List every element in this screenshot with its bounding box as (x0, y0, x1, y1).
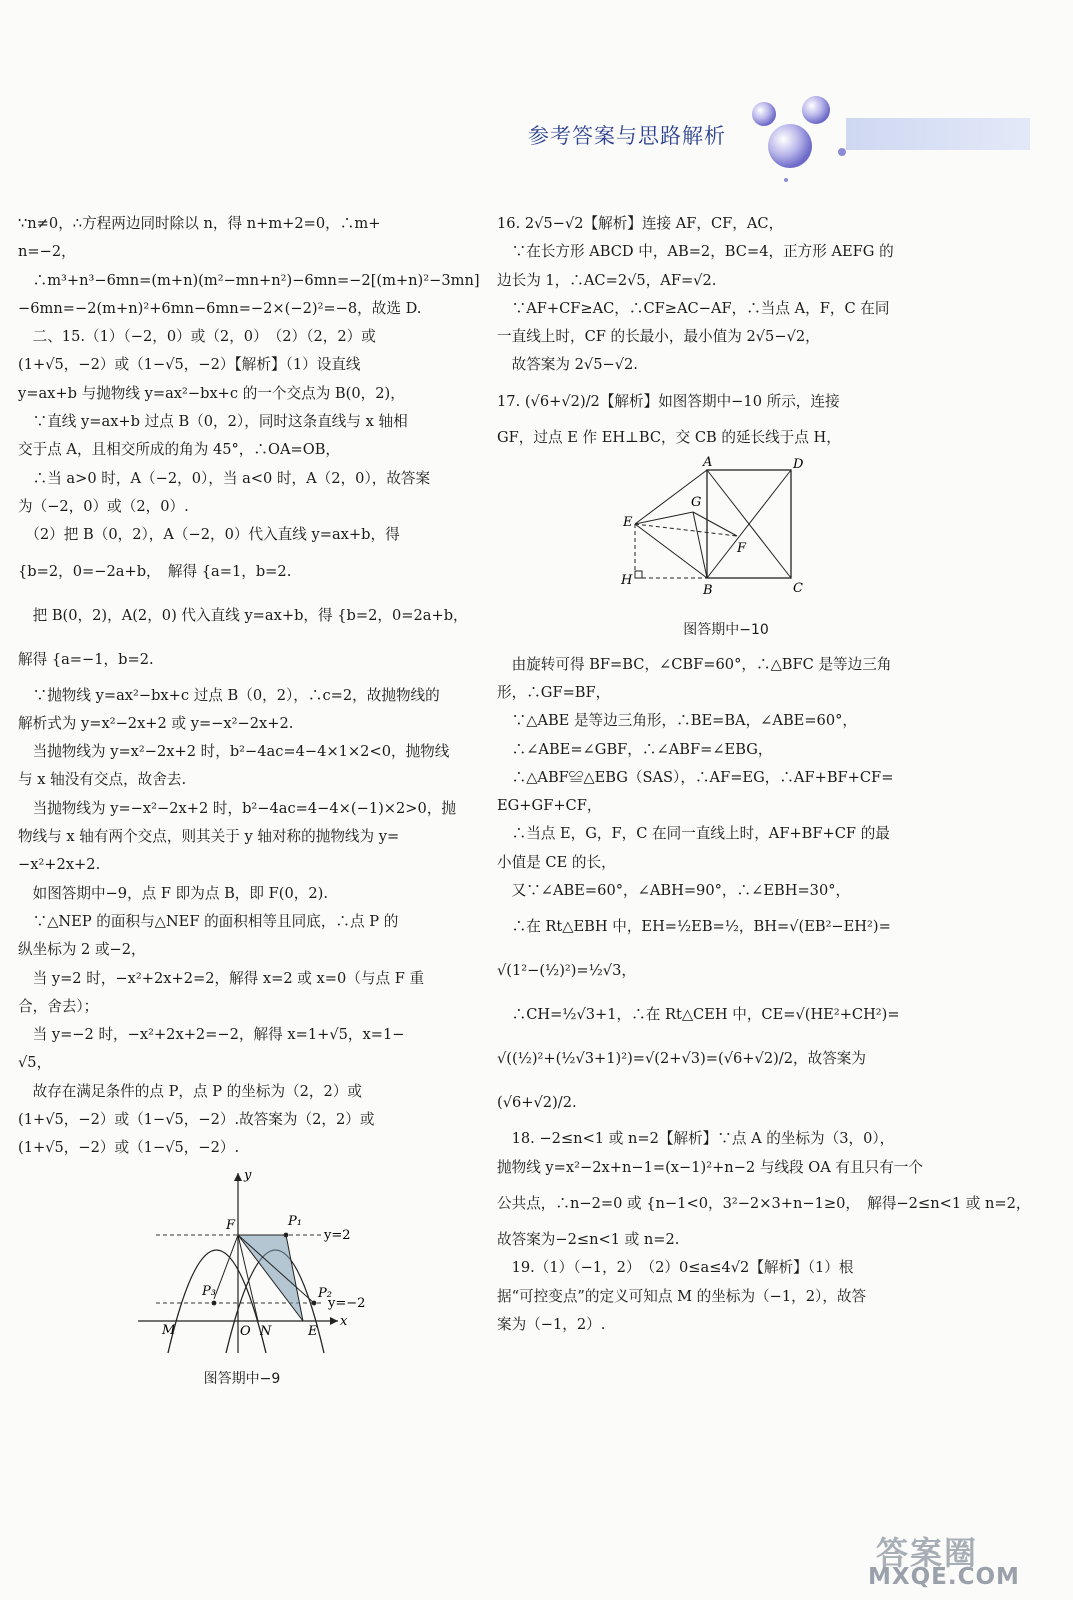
text-line: 由旋转可得 BF=BC，∠CBF=60°，∴△BFC 是等边三角 (497, 655, 892, 673)
point-P1 (284, 1232, 289, 1237)
text-line: 据“可控变点”的定义可知点 M 的坐标为（−1，2），故答 (497, 1287, 867, 1305)
label-line-y2: y=2 (324, 1227, 351, 1243)
parabola-left (168, 1250, 266, 1353)
text-line: 当抛物线为 y=x²−2x+2 时，b²−4ac=4−4×1×2<0，抛物线 (18, 743, 450, 761)
watermark-site: MXQE.COM (868, 1564, 1020, 1590)
parabola-diagram (18, 1167, 466, 1355)
y-axis-arrow (234, 1173, 242, 1181)
text-line: 二、15.（1）（−2，0）或（2，0） （2）（2，2）或 (18, 328, 376, 346)
figure-10 (497, 456, 955, 645)
text-line: 当 y=2 时，−x²+2x+2=2，解得 x=2 或 x=0（与点 F 重 (18, 969, 425, 987)
page-header-title: 参考答案与思路解析 (528, 124, 726, 148)
label-H: H (621, 573, 633, 589)
header-bubbles-decoration (750, 96, 1050, 186)
label-E: E (623, 515, 633, 531)
equation-system-line: 公共点，∴n−2=0 或 {n−1<0，3²−2×3+n−1≥0， 解得−2≤n<1 或 n=2， (497, 1194, 1031, 1212)
text-line: −x²+2x+2. (18, 856, 101, 874)
text-line: ∵在长方形 ABCD 中，AB=2，BC=4，正方形 AEFG 的 (497, 243, 894, 261)
text-line: 故存在满足条件的点 P，点 P 的坐标为（2，2）或 (18, 1082, 363, 1100)
text-line: (1+√5，−2）或（1−√5，−2）【解析】（1）设直线 (18, 356, 361, 374)
label-C: C (793, 581, 803, 597)
figure-9-caption: 图答期中−9 (203, 1370, 281, 1387)
text-line: y=ax+b 与抛物线 y=ax²−bx+c 的一个交点为 B(0，2)， (18, 384, 405, 402)
watermark (868, 1528, 1058, 1598)
text-line: √5， (18, 1054, 52, 1072)
text-line: ∵AF+CF≥AC，∴CF≥AC−AF，∴当点 A，F，C 在同 (497, 299, 890, 317)
text-line: 16. 2√5−√2【解析】连接 AF，CF，AC， (497, 215, 784, 232)
text-line: 纵坐标为 2 或−2， (18, 941, 146, 959)
segment-EB (635, 524, 707, 578)
label-A: A (703, 456, 713, 471)
text-line: 抛物线 y=x²−2x+n−1=(x−1)²+n−2 与线段 OA 有且只有一个 (497, 1158, 923, 1176)
text-line: ∵n≠0，∴方程两边同时除以 n，得 n+m+2=0，∴m+ (18, 215, 381, 232)
equation-system-line: 解得 {a=−1，b=2. (18, 650, 154, 668)
text-line: 故答案为−2≤n<1 或 n=2. (497, 1230, 680, 1248)
left-column (18, 210, 480, 1399)
text-line: ∴m³+n³−6mn=(m+n)(m²−mn+n²)−6mn=−2[(m+n)²−3mn] (18, 271, 480, 289)
label-B: B (703, 583, 713, 599)
text-line: 案为（−1，2）. (497, 1315, 606, 1333)
dashed-EF (635, 524, 737, 536)
text-line: 与 x 轴没有交点，故舍去. (18, 771, 187, 789)
text-line: 又∵∠ABE=60°，∠ABH=90°，∴∠EBH=30°， (497, 882, 851, 900)
label-G: G (691, 495, 702, 511)
text-line: ∵直线 y=ax+b 过点 B（0，2），同时这条直线与 x 轴相 (18, 413, 408, 431)
text-line: 17. (√6+√2)/2【解析】如图答期中−10 所示，连接 (497, 392, 840, 410)
segment-GB (693, 512, 707, 578)
figure-10-caption: 图答期中−10 (683, 622, 769, 639)
text-line: (1+√5，−2）或（1−√5，−2）. (18, 1139, 240, 1157)
label-D: D (793, 457, 804, 473)
label-P1: P₁ (288, 1213, 302, 1229)
text-line: 18. −2≤n<1 或 n=2【解析】∵点 A 的坐标为（3，0）， (497, 1130, 895, 1148)
segment-FP3 (214, 1235, 238, 1299)
label-P3: P₃ (202, 1283, 216, 1299)
text-line: 为（−2，0）或（2，0）. (18, 497, 189, 515)
text-line: （2）把 B（0，2），A（−2，0）代入直线 y=ax+b，得 (18, 526, 400, 544)
figure-9 (18, 1167, 466, 1394)
text-line: 当 y=−2 时，−x²+2x+2=−2，解得 x=1+√5，x=1− (18, 1026, 405, 1044)
text-line: 故答案为 2√5−√2. (497, 356, 638, 374)
text-line: ∵△ABE 是等边三角形，∴BE=BA，∠ABE=60°， (497, 712, 858, 730)
text-line: ∵抛物线 y=ax²−bx+c 过点 B（0，2），∴c=2，故抛物线的 (18, 686, 440, 704)
text-line: 交于点 A，且相交所成的角为 45°，∴OA=OB， (18, 441, 341, 459)
text-line: 合，舍去）； (18, 997, 99, 1015)
text-line: √((½)²+(½√3+1)²)=√(2+√3)=(√6+√2)/2，故答案为 (497, 1050, 866, 1068)
text-line: EG+GF+CF， (497, 797, 602, 815)
equation-system-line: 把 B(0，2)，A(2，0) 代入直线 y=ax+b，得 {b=2，0=2a+b， (18, 606, 468, 624)
label-y: y (244, 1167, 252, 1183)
text-line: 一直线上时，CF 的长最小，最小值为 2√5−√2， (497, 328, 820, 346)
text-line: 解析式为 y=x²−2x+2 或 y=−x²−2x+2. (18, 714, 294, 732)
label-F: F (737, 541, 747, 557)
text-line: 边长为 1，∴AC=2√5，AF=√2. (497, 271, 717, 289)
right-angle-mark (635, 571, 642, 578)
text-line: 物线与 x 轴有两个交点，则其关于 y 轴对称的抛物线为 y= (18, 828, 400, 846)
text-line: (√6+√2)/2. (497, 1094, 577, 1112)
text-line: 当抛物线为 y=−x²−2x+2 时，b²−4ac=4−4×(−1)×2>0，抛 (18, 799, 457, 817)
text-line: GF，过点 E 作 EH⊥BC，交 CB 的延长线于点 H， (497, 428, 841, 446)
watermark-logo: 答案圈 (876, 1534, 979, 1572)
text-line: 19.（1）（−1，2） （2）0≤a≤4√2【解析】（1）根 (497, 1259, 854, 1277)
text-line: 如图答期中−9，点 F 即为点 B，即 F(0，2). (18, 884, 328, 902)
text-line: ∵△NEP 的面积与△NEF 的面积相等且同底，∴点 P 的 (18, 912, 399, 930)
text-line: 小值是 CE 的长， (497, 853, 616, 871)
point-P2 (312, 1300, 317, 1305)
label-x: x (340, 1313, 348, 1329)
text-line: ∴当点 E，G，F，C 在同一直线上时，AF+BF+CF 的最 (497, 825, 890, 843)
label-O: O (240, 1323, 251, 1339)
label-M: M (162, 1322, 176, 1338)
label-line-y-2: y=−2 (328, 1295, 366, 1311)
text-line: n=−2， (18, 243, 76, 261)
text-line: ∴CH=½√3+1，∴在 Rt△CEH 中，CE=√(HE²+CH²)= (497, 1006, 900, 1024)
right-column (497, 210, 1031, 1339)
point-P3 (212, 1300, 217, 1305)
text-line: −6mn=−2(m+n)²+6mn−6mn=−2×(−2)²=−8，故选 D. (18, 299, 422, 317)
label-E: E (308, 1323, 318, 1339)
text-line: ∴△ABF≌△EBG（SAS），∴AF=EG，∴AF+BF+CF= (497, 768, 894, 786)
label-N: N (260, 1323, 272, 1339)
equation-system-line: {b=2，0=−2a+b， 解得 {a=1，b=2. (18, 562, 292, 580)
segment-GF (693, 512, 737, 536)
text-line: √(1²−(½)²)=½√3， (497, 962, 636, 980)
text-line: ∴当 a>0 时，A（−2，0），当 a<0 时，A（2，0），故答案 (18, 469, 431, 487)
text-line: 形，∴GF=BF， (497, 683, 611, 701)
label-P2: P₂ (318, 1285, 332, 1301)
square-rotation-diagram (497, 456, 955, 606)
text-line: (1+√5，−2）或（1−√5，−2）.故答案为（2，2）或 (18, 1111, 375, 1129)
text-line: ∴在 Rt△EBH 中，EH=½EB=½，BH=√(EB²−EH²)= (497, 918, 891, 936)
label-F: F (226, 1217, 236, 1233)
text-line: ∴∠ABE=∠GBF，∴∠ABF=∠EBG， (497, 740, 773, 758)
x-axis-arrow (330, 1317, 338, 1325)
